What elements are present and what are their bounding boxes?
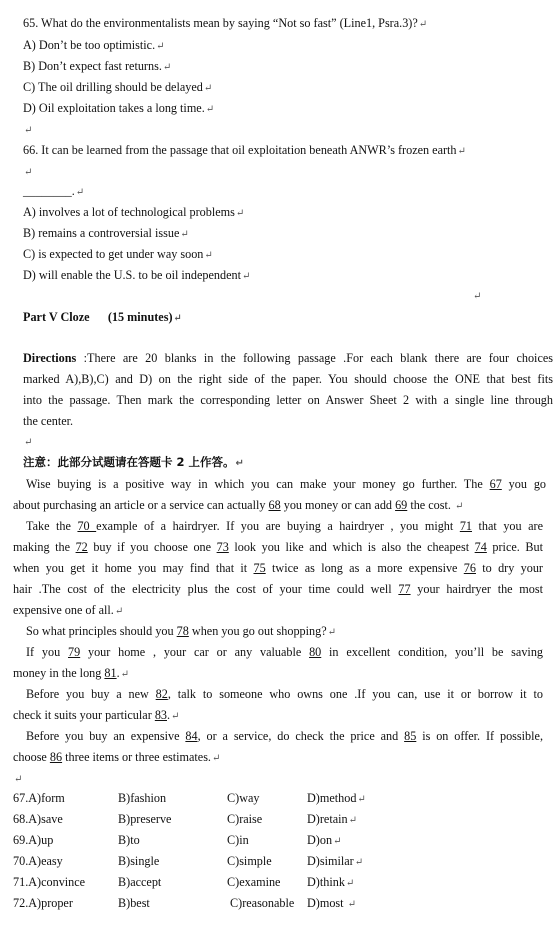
choice-a: 67.A)form — [13, 791, 65, 805]
return-mark-icon: ↵ — [347, 899, 356, 910]
choice-c: C)raise — [227, 812, 263, 826]
blank-79: 79 — [68, 645, 81, 659]
blank-69: 69 — [395, 498, 408, 512]
directions-line-4: the center. — [23, 414, 74, 428]
passage-line: So what principles should you 78 when you go out shopping?↵ — [26, 624, 337, 638]
return-mark-icon: ↵ — [156, 41, 165, 52]
choice-d: D)most ↵ — [307, 896, 356, 910]
choice-a: 68.A)save — [13, 812, 63, 826]
passage-line: Before you buy a new 82, talk to someone who owns one .If you can, use it or borrow it to — [26, 687, 543, 701]
choice-b: B)accept — [118, 875, 162, 889]
passage-line: hair .The cost of the electricity plus the cost of your time could well 77 your hairdryer the most — [13, 582, 544, 596]
passage-line: about purchasing an article or a service can actually 68 you money or can add 69 the cost. ↵ — [13, 498, 464, 512]
return-mark-icon: ↵ — [24, 167, 33, 178]
blank-86: 86 — [49, 750, 63, 764]
empty-line — [23, 433, 32, 451]
directions-line-3: into the passage. Then mark the corresponding letter on Answer Sheet 2 with a single line through — [23, 393, 553, 407]
choice-c: C)reasonable — [230, 896, 295, 910]
blank-78: 78 — [176, 624, 189, 638]
blank-85: 85 — [404, 729, 417, 743]
blank-68: 68 — [268, 498, 281, 512]
choice-b: B)fashion — [118, 791, 167, 805]
empty-line — [13, 770, 22, 788]
blank-75: 75 — [253, 561, 266, 575]
return-mark-icon: ↵ — [24, 437, 33, 448]
return-mark-icon: ↵ — [114, 606, 124, 617]
blank-74: 74 — [474, 540, 487, 554]
question-65-stem: 65. What do the environmentalists mean by saying “Not so fast” (Line1, Psra.3)?↵ — [23, 16, 428, 30]
return-mark-icon: ↵ — [173, 313, 182, 324]
choice-d: D)retain↵ — [307, 812, 357, 826]
choice-b: B)best — [118, 896, 150, 910]
passage-line: check it suits your particular 83.↵ — [13, 708, 180, 722]
choice-a: 69.A)up — [13, 833, 54, 847]
return-mark-icon: ↵ — [357, 794, 366, 805]
question-66-option-b: B) remains a controversial issue↵ — [23, 226, 189, 240]
return-mark-icon: ↵ — [211, 753, 221, 764]
choice-c: C)simple — [227, 854, 272, 868]
choice-c: C)examine — [227, 875, 281, 889]
return-mark-icon: ↵ — [24, 125, 33, 136]
return-mark-icon: ↵ — [162, 62, 172, 73]
return-mark-icon: ↵ — [473, 291, 482, 302]
blank-71: 71 — [459, 519, 472, 533]
passage-line: expensive one of all.↵ — [13, 603, 124, 617]
return-mark-icon: ↵ — [327, 627, 337, 638]
return-mark-icon: ↵ — [354, 857, 364, 868]
blank-77: 77 — [398, 582, 411, 596]
empty-line — [23, 163, 32, 181]
return-mark-icon: ↵ — [454, 501, 464, 512]
question-66-blank: ________.↵ — [23, 184, 85, 198]
choice-a: 71.A)convince — [13, 875, 86, 889]
question-66-option-c: C) is expected to get under way soon↵ — [23, 247, 213, 261]
blank-73: 73 — [216, 540, 229, 554]
return-mark-icon: ↵ — [204, 250, 213, 261]
directions-line-1: Directions :There are 20 blanks in the following passage .For each blank there are four choices — [23, 351, 554, 365]
choice-d: D)method↵ — [307, 791, 366, 805]
choice-a: 70.A)easy — [13, 854, 63, 868]
return-mark-icon: ↵ — [235, 208, 245, 219]
return-mark-icon: ↵ — [418, 19, 428, 30]
directions-line-2: marked A),B),C) and D) on the right side of the paper. You should choose the ONE that best fits — [23, 372, 553, 386]
passage-line: when you get it home you may find that it 75 twice as long as a more expensive 76 to dry your — [13, 561, 543, 575]
return-mark-icon: ↵ — [457, 146, 466, 157]
passage-line: money in the long 81.↵ — [13, 666, 130, 680]
question-65-option-d: D) Oil exploitation takes a long time.↵ — [23, 101, 215, 115]
choice-c: C)in — [227, 833, 249, 847]
choice-d: D)think↵ — [307, 875, 355, 889]
return-mark-icon: ↵ — [348, 815, 357, 826]
choice-d: D)similar↵ — [307, 854, 364, 868]
choice-b: B)single — [118, 854, 160, 868]
blank-84: 84 — [185, 729, 198, 743]
return-mark-icon: ↵ — [333, 836, 342, 847]
blank-82: 82 — [155, 687, 168, 701]
answer-sheet-notice: 注意：此部分试题请在答题卡 2 上作答。↵ — [23, 455, 244, 469]
blank-83: 83 — [154, 708, 167, 722]
question-65-option-b: B) Don’t expect fast returns.↵ — [23, 59, 172, 73]
question-65-option-c: C) The oil drilling should be delayed↵ — [23, 80, 213, 94]
return-mark-icon: ↵ — [235, 458, 244, 469]
part-heading: Part V Cloze (15 minutes)↵ — [23, 310, 182, 324]
blank-76: 76 — [463, 561, 476, 575]
choice-d: D)on↵ — [307, 833, 342, 847]
return-mark-icon: ↵ — [180, 229, 189, 240]
choice-c: C)way — [227, 791, 260, 805]
return-mark-icon: ↵ — [171, 711, 180, 722]
choice-b: B)to — [118, 833, 140, 847]
return-mark-icon: ↵ — [203, 83, 213, 94]
question-66-option-d: D) will enable the U.S. to be oil independent↵ — [23, 268, 251, 282]
return-mark-icon: ↵ — [75, 187, 85, 198]
question-66-stem: 66. It can be learned from the passage that oil exploitation beneath ANWR’s frozen earth↵ — [23, 143, 466, 157]
passage-line: Take the 70 example of a hairdryer. If you are buying a hairdryer , you might 71 that you are — [26, 519, 544, 533]
choice-a: 72.A)proper — [13, 896, 73, 910]
passage-line: Before you buy an expensive 84, or a service, do check the price and 85 is on offer. If possible, — [26, 729, 543, 743]
choice-b: B)preserve — [118, 812, 172, 826]
return-mark-icon: ↵ — [205, 104, 215, 115]
passage-line: making the 72 buy if you choose one 73 look you like and which is also the cheapest 74 price. But — [13, 540, 543, 554]
passage-line: If you 79 your home , your car or any valuable 80 in excellent condition, you’ll be saving — [26, 645, 544, 659]
question-66-option-a: A) involves a lot of technological problems↵ — [23, 205, 245, 219]
return-mark-icon: ↵ — [345, 878, 355, 889]
return-mark-icon: ↵ — [14, 774, 23, 785]
passage-line: choose 86 three items or three estimates.↵ — [13, 750, 221, 764]
blank-81: 81 — [104, 666, 117, 680]
blank-72: 72 — [75, 540, 88, 554]
blank-67: 67 — [489, 477, 502, 491]
question-65-option-a: A) Don’t be too optimistic.↵ — [23, 38, 165, 52]
return-mark-icon: ↵ — [120, 669, 130, 680]
empty-line — [472, 287, 481, 305]
passage-line: Wise buying is a positive way in which you can make your money go further. The 67 you go — [26, 477, 547, 491]
empty-line — [23, 121, 32, 139]
return-mark-icon: ↵ — [241, 271, 251, 282]
blank-70: 70 — [77, 519, 97, 533]
blank-80: 80 — [309, 645, 322, 659]
